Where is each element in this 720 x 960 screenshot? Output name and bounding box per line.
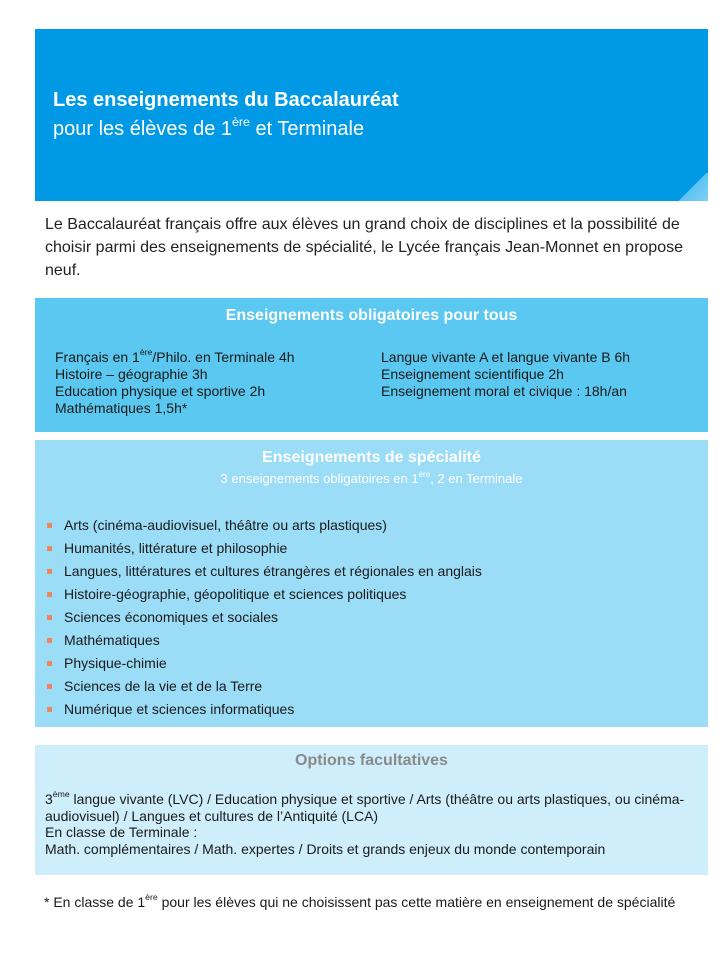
options-line-2: En classe de Terminale : [45,824,198,840]
list-item: Français en 1ère/Philo. en Terminale 4h [55,347,295,365]
intro-paragraph: Le Baccalauréat français offre aux élèves un grand choix de disciplines et la possibilité de choisir parmi des enseignements de spécialité, le Lycée français Jean-Monnet en propose neuf. [45,216,683,279]
section-obligatoires-title: Enseignements obligatoires pour tous [225,307,518,324]
options-text [45,791,705,857]
section-specialite [35,440,708,727]
bullet-icon [47,638,52,643]
list-item: Enseignement moral et civique : 18h/an [381,383,627,399]
page-title: Les enseignements du Baccalauréat [53,89,399,111]
section-specialite-subtitle: 3 enseignements obligatoires en 1ère, 2 en Terminale [220,469,523,486]
bullet-icon [47,523,52,528]
bullet-icon [47,592,52,597]
bullet-icon [47,707,52,712]
obligatoires-right-list [381,349,630,400]
section-specialite-title: Enseignements de spécialité [262,449,481,466]
specialite-list [47,514,482,721]
list-item: Sciences de la vie et de la Terre [47,675,482,698]
list-item: Education physique et sportive 2h [55,383,266,399]
obligatoires-left-list [55,349,295,417]
section-obligatoires [35,298,708,432]
list-item: Mathématiques 1,5h* [55,400,188,416]
page-curl-icon [678,173,708,201]
options-line-1: 3ème langue vivante (LVC) / Education physique et sportive / Arts (théâtre ou arts plastiques, ou cinéma-audiovisuel) / Langues et cultures de l’Antiquité (LCA) [45,789,685,824]
list-item: Mathématiques [47,629,482,652]
bullet-icon [47,615,52,620]
header-banner [35,29,708,201]
section-options [35,745,708,875]
bullet-icon [47,684,52,689]
bullet-icon [47,546,52,551]
list-item: Physique-chimie [47,652,482,675]
page-subtitle: pour les élèves de 1ère et Terminale [53,115,365,140]
section-options-title: Options facultatives [295,752,448,769]
list-item: Enseignement scientifique 2h [381,366,564,382]
list-item: Sciences économiques et sociales [47,606,482,629]
bullet-icon [47,569,52,574]
options-line-3: Math. complémentaires / Math. expertes / Droits et grands enjeux du monde contemporain [45,840,606,857]
list-item: Histoire – géographie 3h [55,366,208,382]
footnote: * En classe de 1ère pour les élèves qui ne choisissent pas cette matière en enseignement de spécialité [44,892,676,910]
list-item: Numérique et sciences informatiques [47,698,482,721]
bullet-icon [47,661,52,666]
list-item: Arts (cinéma-audiovisuel, théâtre ou arts plastiques) [47,514,482,537]
list-item: Humanités, littérature et philosophie [47,537,482,560]
list-item: Langues, littératures et cultures étrangères et régionales en anglais [47,560,482,583]
list-item: Langue vivante A et langue vivante B 6h [381,349,631,365]
list-item: Histoire-géographie, géopolitique et sciences politiques [47,583,482,606]
